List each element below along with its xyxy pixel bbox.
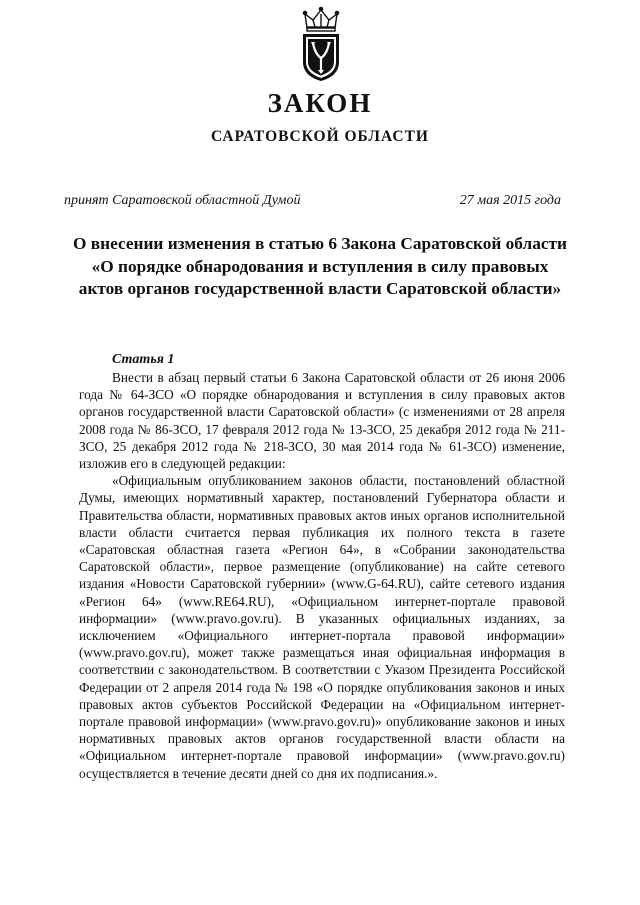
document-heading: О внесении изменения в статью 6 Закона Саратовской области «О порядке обнародования и вступления в силу правовых актов органов государственной власти Саратовской области» bbox=[73, 234, 567, 298]
law-subtitle: САРАТОВСКОЙ ОБЛАСТИ bbox=[211, 128, 429, 145]
law-title: ЗАКОН bbox=[267, 88, 373, 118]
coat-of-arms-icon bbox=[297, 6, 345, 82]
article-paragraph: «Официальным опубликованием законов области, постановлений областной Думы, имеющих нормативный характер, постановлений Губернатора области и Правительства области, нормативных правовых актов иных органов исполнительной власти области считается первая публикация их полного текста в газете «Саратовская областная газета «Регион 64», в «Собрании законодательства Саратовской области», первое размещение (опубликование) на сайте сетевого издания «Новости Саратовской губернии» (www.G-64.RU), сайте сетевого издания «Регион 64» (www.RE64.RU), «Официальном интернет-портале правовой информации» (www.pravo.gov.ru). В указанных официальных изданиях, за исключением «Официального интернет-портала правовой информации» (www.pravo.gov.ru), может также размещаться иная официальная информация в соответствии с законодательством. В соответствии с Указом Президента Российской Федерации от 2 апреля 2014 года № 198 «О порядке опубликования законов и иных правовых актов субъектов Российской Федерации на «Официальном интернет-портале правовой информации» (www.pravo.gov.ru)» опубликование законов и иных нормативных правовых актов органов государственной власти области на «Официальном интернет-портале правовой информации» (www.pravo.gov.ru) осуществляется в течение десяти дней со дня их подписания.». bbox=[79, 473, 565, 781]
article-label: Статья 1 bbox=[112, 352, 175, 367]
article-paragraph: Внести в абзац первый статьи 6 Закона Саратовской области от 26 июня 2006 года № 64-ЗСО «О порядке обнародования и вступления в силу правовых актов органов государственной власти Саратовской области» (с изменениями от 28 апреля 2008 года № 86-ЗСО, 17 февраля 2012 года № 13-ЗСО, 25 декабря 2012 года № 211-ЗСО, 25 декабря 2012 года № 218-ЗСО, 30 мая 2014 года № 61-ЗСО) изменение, изложив его в следующей редакции: bbox=[79, 370, 565, 472]
adopted-by: принят Саратовской областной Думой bbox=[64, 193, 301, 208]
article-body bbox=[79, 369, 565, 782]
adoption-date: 27 мая 2015 года bbox=[459, 193, 561, 208]
